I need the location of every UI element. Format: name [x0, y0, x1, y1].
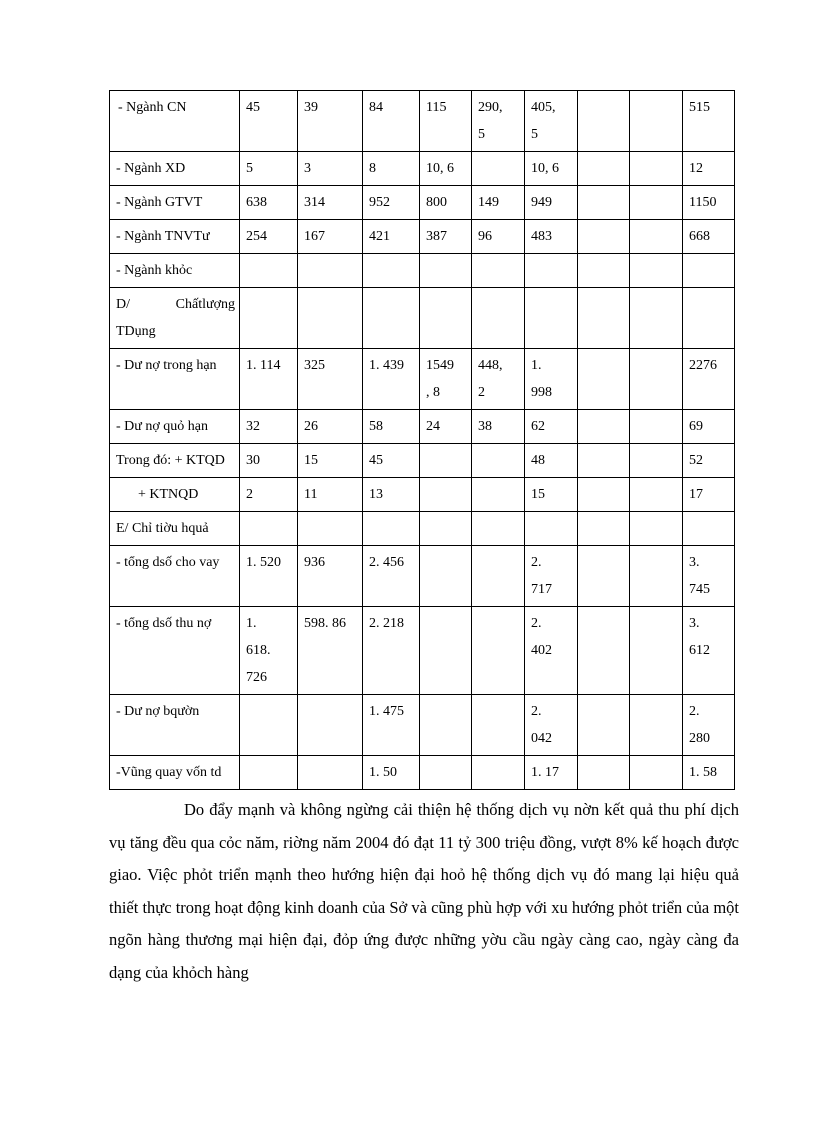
table-body	[110, 91, 735, 790]
table-cell	[298, 512, 363, 546]
table-cell: 2. 456	[363, 546, 420, 607]
table-cell	[630, 186, 683, 220]
table-cell: 8	[363, 152, 420, 186]
table-cell	[578, 607, 630, 695]
table-cell	[472, 607, 525, 695]
table-cell: 26	[298, 410, 363, 444]
table-cell	[472, 444, 525, 478]
table-cell	[525, 254, 578, 288]
table-cell	[420, 512, 472, 546]
table-cell: 11	[298, 478, 363, 512]
table-cell: 45	[363, 444, 420, 478]
paragraph-text: Do đẩy mạnh và không ngừng cải thiện hệ thống dịch vụ nờn kết quả thu phí dịch vụ tăng đều qua cỏc năm, riờng năm 2004 đó đạt 11 tỷ 300 triệu đồng, vượt 8% kế hoạch được giao. Việc phỏt triển mạnh theo hướng hiện đại hoỏ hệ thống dịch vụ đó mang lại hiệu quả thiết thực trong hoạt động kinh doanh của Sở và cũng phù hợp với xu hướng phỏt triển của một ngõn hàng thương mại hiện đại, đỏp ứng được những yờu cầu ngày càng cao, ngày càng đa dạng của khỏch hàng	[109, 800, 739, 982]
table-cell	[240, 695, 298, 756]
table-cell: 15	[525, 478, 578, 512]
table-cell: 96	[472, 220, 525, 254]
row-label-cell: + KTNQD	[110, 478, 240, 512]
table-cell	[420, 444, 472, 478]
table-cell: 13	[363, 478, 420, 512]
table-cell	[578, 288, 630, 349]
table-cell	[420, 478, 472, 512]
row-label-cell: - Ngành CN	[110, 91, 240, 152]
table-cell: 3. 612	[683, 607, 735, 695]
table-cell	[683, 254, 735, 288]
table-cell: 2. 402	[525, 607, 578, 695]
table-cell	[240, 756, 298, 790]
table-cell	[630, 410, 683, 444]
table-cell: 421	[363, 220, 420, 254]
table-cell: 800	[420, 186, 472, 220]
table-cell	[578, 546, 630, 607]
table-cell	[240, 512, 298, 546]
table-cell	[420, 607, 472, 695]
table-cell: 949	[525, 186, 578, 220]
row-label-cell: - tổng dsố cho vay	[110, 546, 240, 607]
row-label-cell: - Ngành TNVTư	[110, 220, 240, 254]
table-cell	[420, 288, 472, 349]
table-row	[110, 410, 735, 444]
table-row	[110, 152, 735, 186]
table-cell: 38	[472, 410, 525, 444]
table-cell	[578, 695, 630, 756]
table-cell	[240, 288, 298, 349]
table-cell: 84	[363, 91, 420, 152]
table-cell	[683, 512, 735, 546]
table-cell: 1. 618. 726	[240, 607, 298, 695]
table-cell	[298, 288, 363, 349]
table-cell: 69	[683, 410, 735, 444]
table-cell	[630, 607, 683, 695]
table-cell: 2276	[683, 349, 735, 410]
table-cell: 1. 17	[525, 756, 578, 790]
table-cell	[630, 756, 683, 790]
table-cell: 10, 6	[525, 152, 578, 186]
row-label-cell: E/ Chỉ tiờu hquả	[110, 512, 240, 546]
table-row	[110, 254, 735, 288]
row-label-cell: D/ Chấtlượng TDụng	[110, 288, 240, 349]
table-cell: 1. 475	[363, 695, 420, 756]
table-cell	[472, 288, 525, 349]
table-cell: 1150	[683, 186, 735, 220]
row-label-cell: - Ngành GTVT	[110, 186, 240, 220]
table-cell	[420, 695, 472, 756]
table-cell	[472, 152, 525, 186]
table-cell: 15	[298, 444, 363, 478]
row-label-cell: -Vũng quay vốn td	[110, 756, 240, 790]
table-cell: 62	[525, 410, 578, 444]
table-cell: 254	[240, 220, 298, 254]
table-cell: 387	[420, 220, 472, 254]
table-cell: 3. 745	[683, 546, 735, 607]
table-cell: 52	[683, 444, 735, 478]
table-cell	[472, 546, 525, 607]
table-cell	[578, 349, 630, 410]
table-cell	[578, 478, 630, 512]
table-row	[110, 695, 735, 756]
table-cell: 3	[298, 152, 363, 186]
table-cell: 668	[683, 220, 735, 254]
table-cell: 1549 , 8	[420, 349, 472, 410]
table-cell: 1. 114	[240, 349, 298, 410]
table-row	[110, 512, 735, 546]
table-cell	[630, 546, 683, 607]
table-cell: 290, 5	[472, 91, 525, 152]
table-cell	[630, 220, 683, 254]
table-cell: 448, 2	[472, 349, 525, 410]
row-label-cell: - Ngành khỏc	[110, 254, 240, 288]
table-row	[110, 756, 735, 790]
table-cell	[298, 756, 363, 790]
table-cell	[363, 288, 420, 349]
table-cell: 1. 58	[683, 756, 735, 790]
table-cell: 325	[298, 349, 363, 410]
table-cell: 2. 218	[363, 607, 420, 695]
table-cell	[578, 254, 630, 288]
body-paragraph	[109, 794, 739, 989]
table-cell	[630, 512, 683, 546]
table-cell: 167	[298, 220, 363, 254]
table-row	[110, 288, 735, 349]
row-label-cell: - Dư nợ trong hạn	[110, 349, 240, 410]
table-cell: 58	[363, 410, 420, 444]
table-cell: 2. 280	[683, 695, 735, 756]
table-cell	[363, 254, 420, 288]
table-cell: 24	[420, 410, 472, 444]
table-cell: 12	[683, 152, 735, 186]
row-label-cell: - Dư nợ bqườn	[110, 695, 240, 756]
table-cell	[472, 254, 525, 288]
table-cell: 1. 520	[240, 546, 298, 607]
table-cell: 1. 998	[525, 349, 578, 410]
table-cell: 17	[683, 478, 735, 512]
table-cell	[298, 695, 363, 756]
table-cell	[683, 288, 735, 349]
table-row	[110, 478, 735, 512]
table-cell: 5	[240, 152, 298, 186]
table-cell	[240, 254, 298, 288]
table-cell: 598. 86	[298, 607, 363, 695]
table-row	[110, 444, 735, 478]
table-cell	[578, 152, 630, 186]
table-cell	[578, 444, 630, 478]
table-row	[110, 91, 735, 152]
table-cell: 2. 042	[525, 695, 578, 756]
table-cell	[578, 220, 630, 254]
row-label-cell: - tổng dsố thu nợ	[110, 607, 240, 695]
table-row	[110, 349, 735, 410]
table-cell	[472, 512, 525, 546]
table-cell: 1. 439	[363, 349, 420, 410]
table-cell	[630, 444, 683, 478]
table-cell: 115	[420, 91, 472, 152]
table-cell: 2. 717	[525, 546, 578, 607]
table-cell: 515	[683, 91, 735, 152]
table-cell	[472, 756, 525, 790]
table-cell	[630, 288, 683, 349]
table-cell	[420, 546, 472, 607]
table-cell: 45	[240, 91, 298, 152]
table-cell	[298, 254, 363, 288]
table-cell	[630, 254, 683, 288]
table-row	[110, 220, 735, 254]
table-cell: 314	[298, 186, 363, 220]
table-cell	[578, 410, 630, 444]
table-row	[110, 607, 735, 695]
row-label-cell: Trong đó: + KTQD	[110, 444, 240, 478]
table-cell	[578, 756, 630, 790]
table-cell: 30	[240, 444, 298, 478]
table-cell	[472, 695, 525, 756]
table-cell: 2	[240, 478, 298, 512]
table-cell	[578, 512, 630, 546]
table-cell	[630, 478, 683, 512]
table-cell: 32	[240, 410, 298, 444]
table-cell	[630, 349, 683, 410]
table-row	[110, 546, 735, 607]
table-cell: 638	[240, 186, 298, 220]
table-cell: 405, 5	[525, 91, 578, 152]
table-cell	[525, 512, 578, 546]
table-cell: 936	[298, 546, 363, 607]
table-cell	[525, 288, 578, 349]
table-cell: 1. 50	[363, 756, 420, 790]
row-label-cell: - Ngành XD	[110, 152, 240, 186]
table-cell: 483	[525, 220, 578, 254]
data-table	[109, 90, 735, 790]
table-cell	[472, 478, 525, 512]
table-cell: 952	[363, 186, 420, 220]
row-label-cell: - Dư nợ quỏ hạn	[110, 410, 240, 444]
table-cell	[630, 152, 683, 186]
table-cell: 48	[525, 444, 578, 478]
table-cell	[578, 91, 630, 152]
table-cell	[578, 186, 630, 220]
table-cell	[363, 512, 420, 546]
table-row	[110, 186, 735, 220]
table-cell: 39	[298, 91, 363, 152]
table-cell	[630, 695, 683, 756]
table-cell: 149	[472, 186, 525, 220]
table-cell	[420, 756, 472, 790]
table-cell: 10, 6	[420, 152, 472, 186]
table-cell	[630, 91, 683, 152]
table-cell	[420, 254, 472, 288]
